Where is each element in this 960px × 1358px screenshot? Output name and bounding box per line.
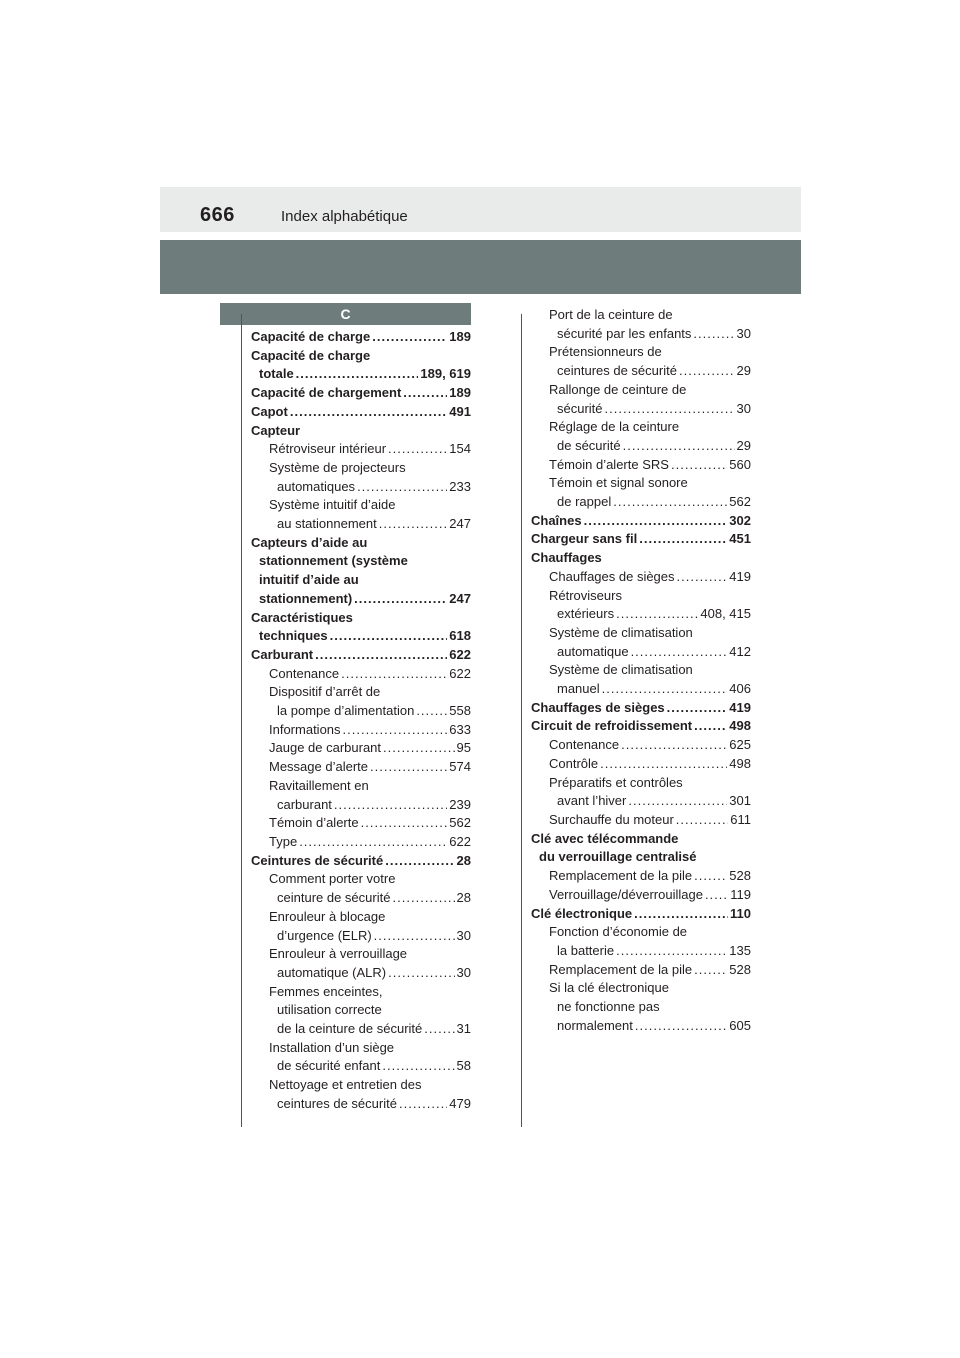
header-top-band <box>160 187 801 232</box>
entry-label: Capacité de chargement <box>251 385 402 401</box>
entry-label: Carburant <box>251 646 314 662</box>
page-reference: 302 <box>729 512 751 528</box>
dot-leader <box>694 867 727 886</box>
page-reference: 189 <box>449 329 471 344</box>
dot-leader <box>357 478 447 497</box>
entry-label: d’urgence (ELR) <box>277 927 372 943</box>
dot-leader <box>676 811 728 830</box>
page-reference: 135 <box>729 942 751 958</box>
entry-label: Remplacement de la pile <box>549 961 693 977</box>
dot-leader <box>635 1017 727 1036</box>
page-reference: 498 <box>729 718 751 734</box>
entry-label: de la ceinture de sécurité <box>277 1021 423 1037</box>
entry-label: Surchauffe du moteur <box>549 811 674 827</box>
index-heading-line: Dispositif d’arrêt de <box>269 684 381 700</box>
dot-leader <box>299 833 447 852</box>
index-heading-line: Réglage de la ceinture <box>549 419 680 435</box>
dot-leader <box>388 440 447 459</box>
index-entry <box>251 927 471 946</box>
dot-leader <box>584 512 728 531</box>
index-entry <box>531 1017 751 1036</box>
entry-label: de sécurité <box>557 437 621 453</box>
entry-label: Contenance <box>549 737 620 753</box>
index-heading-line: Prétensionneurs de <box>549 344 662 360</box>
page-reference: 29 <box>736 437 751 453</box>
index-entry <box>251 627 471 646</box>
dot-leader <box>354 590 447 609</box>
dot-leader <box>616 942 727 961</box>
index-heading-line: Comment porter votre <box>269 871 396 887</box>
index-entry <box>531 736 751 755</box>
index-heading-line: Témoin et signal sonore <box>549 475 688 491</box>
index-heading-line: Ravitaillement en <box>269 777 369 793</box>
dot-leader <box>315 646 447 665</box>
entry-label: extérieurs <box>557 606 615 622</box>
dot-leader <box>602 680 728 699</box>
dot-leader <box>382 1057 454 1076</box>
dot-leader <box>361 814 448 833</box>
index-entry <box>251 889 471 908</box>
index-heading-line: utilisation correcte <box>277 1002 382 1018</box>
entry-label: totale <box>259 366 294 382</box>
index-heading-line: intuitif d’aide au <box>259 572 359 588</box>
page-number: 666 <box>200 204 235 226</box>
page-reference: 419 <box>729 568 751 584</box>
entry-label: Type <box>269 833 298 849</box>
index-heading-line: Enrouleur à verrouillage <box>269 946 408 962</box>
page-reference: 622 <box>449 665 471 681</box>
index-entry <box>531 867 751 886</box>
entry-label: Chargeur sans fil <box>531 531 638 547</box>
index-heading-line: Clé avec télécommande <box>531 830 679 846</box>
index-heading-line: Installation d’un siège <box>269 1039 395 1055</box>
page-reference: 408, 415 <box>700 606 751 622</box>
entry-label: Rétroviseur intérieur <box>269 441 387 457</box>
index-heading-line: du verrouillage centralisé <box>539 849 697 865</box>
entry-label: automatiques <box>277 478 356 494</box>
entry-label: ceintures de sécurité <box>557 363 677 379</box>
index-heading-line: stationnement (système <box>259 553 408 569</box>
page-reference: 528 <box>729 961 751 977</box>
index-heading-line: Si la clé électronique <box>549 980 669 996</box>
entry-label: Clé électronique <box>531 905 633 921</box>
index-entry <box>531 717 751 736</box>
index-entry <box>531 362 751 381</box>
page-reference: 605 <box>729 1017 751 1033</box>
dot-leader <box>679 362 735 381</box>
page-reference: 30 <box>456 964 471 980</box>
dot-leader <box>388 964 454 983</box>
index-entry <box>531 905 751 924</box>
page-reference: 58 <box>456 1058 471 1074</box>
page-reference: 28 <box>456 852 471 868</box>
page-reference: 479 <box>449 1095 471 1111</box>
index-heading-line: Enrouleur à blocage <box>269 908 386 924</box>
page-reference: 233 <box>449 478 471 494</box>
index-entry <box>251 665 471 684</box>
page-reference: 625 <box>729 737 751 753</box>
page-reference: 247 <box>449 516 471 532</box>
dot-leader <box>600 755 727 774</box>
page-reference: 30 <box>456 927 471 943</box>
page-title: Index alphabétique <box>281 208 408 225</box>
dot-leader <box>677 568 728 587</box>
index-entry <box>251 590 471 609</box>
entry-label: manuel <box>557 681 600 697</box>
index-entry <box>531 755 751 774</box>
entry-label: Capacité de charge <box>251 329 371 344</box>
page-reference: 247 <box>449 590 471 606</box>
entry-label: Informations <box>269 721 341 737</box>
index-heading-line: Fonction d’économie de <box>549 924 688 940</box>
page-reference: 419 <box>729 699 751 715</box>
dot-leader <box>639 530 727 549</box>
entry-label: Jauge de carburant <box>269 740 382 756</box>
page-reference: 528 <box>729 868 751 884</box>
entry-label: ceinture de sécurité <box>277 890 391 906</box>
entry-label: avant l’hiver <box>557 793 627 809</box>
index-heading-line: Chauffages <box>531 550 602 566</box>
dot-leader <box>370 758 447 777</box>
entry-label: automatique (ALR) <box>277 964 387 980</box>
index-entry <box>531 437 751 456</box>
dot-leader <box>399 1095 447 1114</box>
index-entry <box>251 440 471 459</box>
page-reference: 622 <box>449 646 471 662</box>
page-reference: 119 <box>730 886 751 902</box>
entry-label: Remplacement de la pile <box>549 868 693 884</box>
dot-leader <box>694 961 727 980</box>
entry-label: la batterie <box>557 942 615 958</box>
index-entry <box>531 456 751 475</box>
index-entry <box>251 852 471 871</box>
index-entry <box>531 886 751 905</box>
index-heading-line: Femmes enceintes, <box>269 983 383 999</box>
dot-leader <box>341 665 447 684</box>
index-heading-line: Capacité de charge <box>251 347 371 363</box>
dot-leader <box>634 905 728 924</box>
index-entry <box>251 365 471 384</box>
entry-label: automatique <box>557 643 629 659</box>
dot-leader <box>616 605 698 624</box>
index-entry <box>531 512 751 531</box>
entry-label: normalement <box>557 1017 633 1033</box>
index-entry <box>251 403 471 422</box>
page-reference: 451 <box>729 531 751 547</box>
dot-leader <box>383 739 455 758</box>
entry-label: de rappel <box>557 494 612 510</box>
index-heading-line: Rallonge de ceinture de <box>549 381 687 397</box>
dot-leader <box>372 328 447 347</box>
index-entry <box>251 1057 471 1076</box>
right-column-rule <box>521 314 522 1127</box>
entry-label: de sécurité enfant <box>277 1058 381 1074</box>
index-entry <box>531 643 751 662</box>
page-reference: 110 <box>730 905 751 921</box>
entry-label: Témoin d’alerte SRS <box>549 456 669 472</box>
index-entry <box>531 680 751 699</box>
dot-leader <box>392 889 454 908</box>
page-reference: 574 <box>449 759 471 775</box>
page-reference: 189, 619 <box>420 366 471 382</box>
index-entry <box>251 1020 471 1039</box>
entry-label: Témoin d’alerte <box>269 815 359 831</box>
page-reference: 491 <box>449 403 471 419</box>
page-reference: 498 <box>729 755 751 771</box>
dot-leader <box>667 699 728 718</box>
page-reference: 562 <box>449 815 471 831</box>
index-heading-line: Capteurs d’aide au <box>251 534 368 550</box>
header-bar <box>160 240 801 294</box>
index-entry <box>251 328 471 347</box>
dot-leader <box>671 456 727 475</box>
entry-label: ceintures de sécurité <box>277 1095 397 1111</box>
dot-leader <box>385 852 454 871</box>
dot-leader <box>343 721 448 740</box>
dot-leader <box>290 403 447 422</box>
index-entry <box>531 605 751 624</box>
page-reference: 406 <box>729 681 751 697</box>
index-entry <box>251 814 471 833</box>
entry-label: Circuit de refroidissement <box>531 718 693 734</box>
page-reference: 30 <box>736 400 751 416</box>
index-heading-line: Système de climatisation <box>549 662 693 678</box>
entry-label: Ceintures de sécurité <box>251 852 384 868</box>
index-entry <box>251 384 471 403</box>
index-heading-line: Caractéristiques <box>251 609 353 625</box>
entry-label: sécurité par les enfants <box>557 325 692 341</box>
index-entry <box>531 568 751 587</box>
index-entry <box>251 1095 471 1114</box>
page-reference: 30 <box>736 325 751 341</box>
dot-leader <box>330 627 448 646</box>
index-entry <box>251 739 471 758</box>
page-reference: 239 <box>449 796 471 812</box>
page-reference: 301 <box>729 793 751 809</box>
index-entry <box>531 493 751 512</box>
dot-leader <box>705 886 728 905</box>
entry-label: Capot <box>251 403 288 419</box>
page-reference: 611 <box>730 811 751 827</box>
index-entry <box>531 400 751 419</box>
page-reference: 562 <box>729 494 751 510</box>
index-column-right <box>531 306 751 1035</box>
index-heading-line: Nettoyage et entretien des <box>269 1077 422 1093</box>
page-reference: 618 <box>449 628 471 644</box>
dot-leader <box>621 736 727 755</box>
entry-label: Contenance <box>269 665 340 681</box>
index-heading-line: ne fonctionne pas <box>557 999 660 1015</box>
index-entry <box>531 942 751 961</box>
entry-label: stationnement) <box>259 590 353 606</box>
index-entry <box>531 961 751 980</box>
entry-label: sécurité <box>557 400 603 416</box>
page-reference: 31 <box>456 1021 471 1037</box>
index-entry <box>531 792 751 811</box>
page-reference: 189 <box>449 385 471 401</box>
index-heading-line: Système de projecteurs <box>269 459 406 475</box>
dot-leader <box>694 717 727 736</box>
left-column-rule <box>241 314 242 1127</box>
page-reference: 154 <box>449 441 471 457</box>
page-reference: 95 <box>456 740 471 756</box>
dot-leader <box>374 927 455 946</box>
index-entry <box>531 325 751 344</box>
index-entry <box>531 699 751 718</box>
dot-leader <box>296 365 419 384</box>
index-heading-line: Port de la ceinture de <box>549 307 673 322</box>
page-reference: 622 <box>449 833 471 849</box>
index-entry <box>251 515 471 534</box>
index-entry <box>531 811 751 830</box>
entry-label: la pompe d’alimentation <box>277 703 415 719</box>
page-reference: 560 <box>729 456 751 472</box>
entry-label: au stationnement <box>277 516 377 532</box>
index-heading-line: Préparatifs et contrôles <box>549 774 683 790</box>
index-entry <box>251 646 471 665</box>
index-entry <box>251 478 471 497</box>
index-heading-line: Système intuitif d’aide <box>269 497 396 513</box>
index-entry <box>251 721 471 740</box>
index-entry <box>251 796 471 815</box>
index-column-left <box>251 328 471 1114</box>
entry-label: Chaînes <box>531 512 582 528</box>
dot-leader <box>403 384 447 403</box>
entry-label: Contrôle <box>549 755 599 771</box>
dot-leader <box>631 643 728 662</box>
dot-leader <box>605 400 735 419</box>
index-entry <box>251 758 471 777</box>
dot-leader <box>613 493 727 512</box>
index-heading-line: Système de climatisation <box>549 624 693 640</box>
dot-leader <box>379 515 448 534</box>
page-reference: 29 <box>736 363 751 379</box>
index-entry <box>251 702 471 721</box>
entry-label: Chauffages de sièges <box>531 699 665 715</box>
entry-label: Chauffages de sièges <box>549 568 675 584</box>
index-entry <box>251 964 471 983</box>
dot-leader <box>424 1020 454 1039</box>
index-heading-line: Capteur <box>251 422 301 438</box>
section-letter-tab: C <box>220 303 471 325</box>
index-entry <box>531 530 751 549</box>
page-reference: 28 <box>456 890 471 906</box>
entry-label: Verrouillage/déverrouillage <box>549 886 703 902</box>
entry-label: carburant <box>277 796 332 812</box>
dot-leader <box>416 702 447 721</box>
entry-label: techniques <box>259 628 328 644</box>
page-reference: 558 <box>449 703 471 719</box>
index-heading-line: Rétroviseurs <box>549 587 622 603</box>
dot-leader <box>628 792 727 811</box>
dot-leader <box>623 437 735 456</box>
entry-label: Message d’alerte <box>269 759 368 775</box>
dot-leader <box>693 325 734 344</box>
page-reference: 412 <box>729 643 751 659</box>
index-entry <box>251 833 471 852</box>
dot-leader <box>334 796 447 815</box>
page-reference: 633 <box>449 721 471 737</box>
